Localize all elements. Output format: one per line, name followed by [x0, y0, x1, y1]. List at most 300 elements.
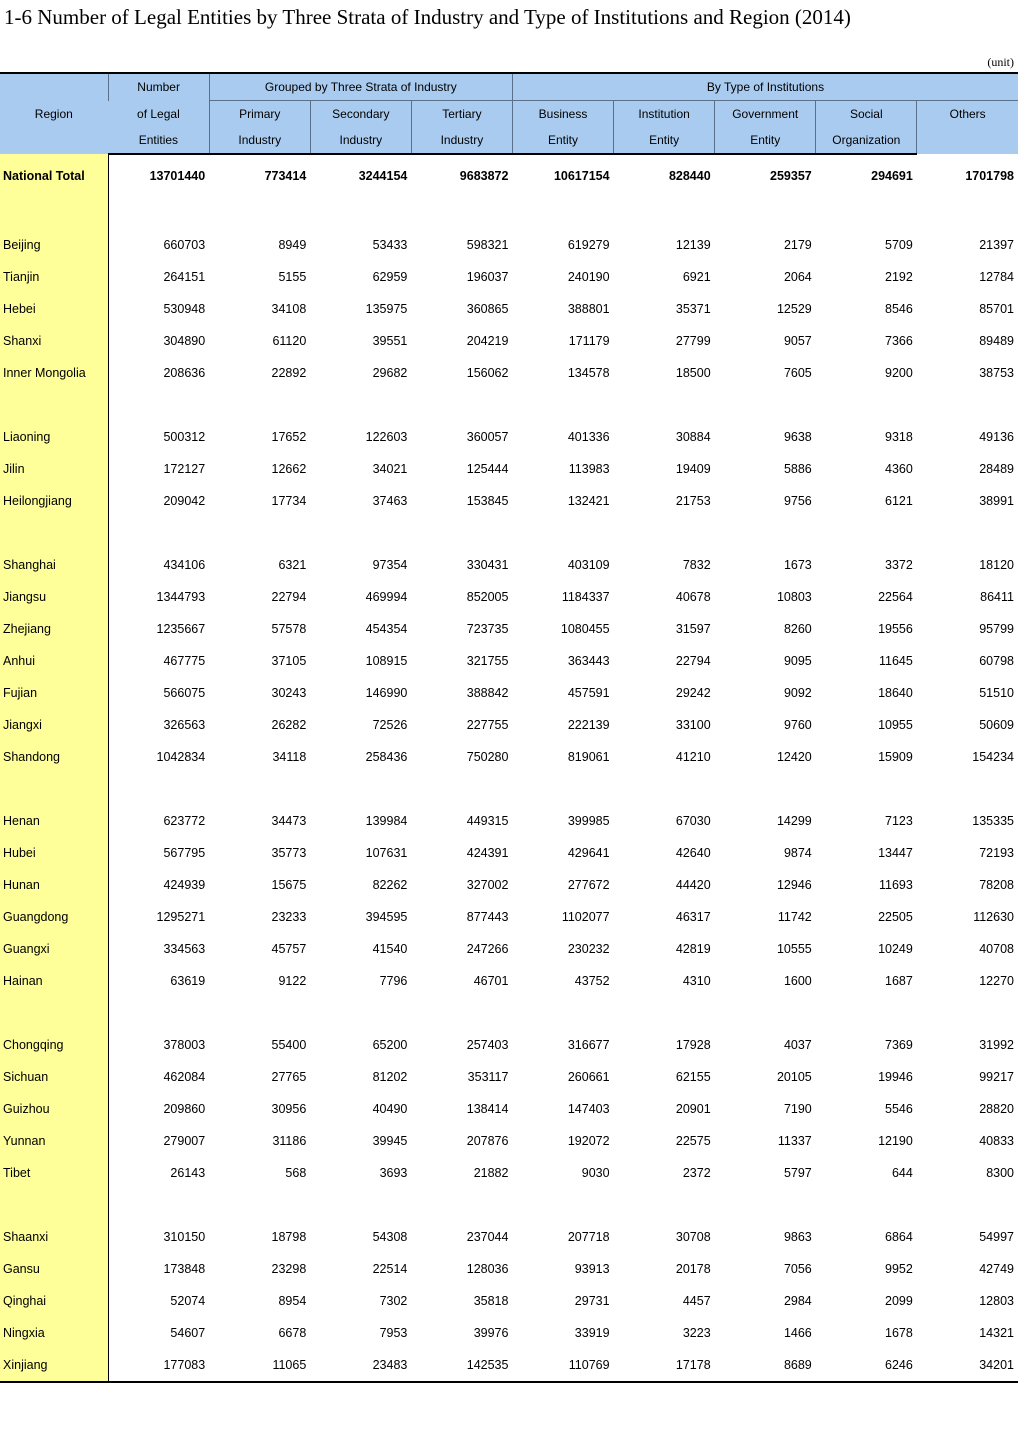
cell-business-entity: 207718	[567, 1230, 610, 1244]
cell-others: 135335	[972, 814, 1014, 828]
cell-social-organization: 5709	[885, 238, 913, 252]
table-row	[0, 933, 1018, 965]
cell-social-organization: 9200	[885, 366, 913, 380]
cell-others: 51510	[979, 686, 1014, 700]
cell-business-entity: 363443	[567, 654, 610, 668]
cell-institution-entity: 7832	[682, 558, 711, 572]
cell-government-entity: 1600	[783, 974, 812, 988]
cell-social-organization: 12190	[878, 1134, 913, 1148]
table-row	[0, 1285, 1018, 1317]
row-region: Anhui	[0, 645, 108, 677]
cell-number-of-legal-entities: 1235667	[156, 622, 206, 636]
header-secondary-line2: Industry	[310, 127, 411, 154]
header-primary-line1: Primary	[209, 101, 310, 128]
cell-government-entity: 1673	[783, 558, 812, 572]
cell-government-entity: 2179	[783, 238, 812, 252]
header-number-line3: Entities	[108, 127, 209, 154]
cell-secondary-industry: 82262	[372, 878, 408, 892]
spacer-cell	[108, 517, 1018, 549]
cell-social-organization: 644	[891, 1166, 913, 1180]
table-row	[0, 229, 1018, 261]
cell-business-entity: 33919	[574, 1326, 610, 1340]
cell-business-entity: 403109	[567, 558, 610, 572]
cell-secondary-industry: 7796	[379, 974, 408, 988]
cell-secondary-industry: 3693	[379, 1166, 408, 1180]
cell-others: 99217	[979, 1070, 1014, 1084]
cell-government-entity: 7190	[783, 1102, 812, 1116]
cell-tertiary-industry: 598321	[466, 238, 509, 252]
cell-primary-industry: 30243	[271, 686, 307, 700]
row-region: Hainan	[0, 965, 108, 997]
cell-others: 28489	[979, 462, 1014, 476]
header-others: Others	[917, 101, 1018, 155]
cell-number-of-legal-entities: 567795	[163, 846, 206, 860]
table-row	[0, 293, 1018, 325]
cell-secondary-industry: 62959	[372, 270, 408, 284]
cell-institution-entity: 828440	[668, 169, 711, 183]
cell-institution-entity: 35371	[675, 302, 711, 316]
cell-primary-industry: 57578	[271, 622, 307, 636]
row-region: Beijing	[0, 229, 108, 261]
cell-primary-industry: 18798	[271, 1230, 307, 1244]
row-region: Guangxi	[0, 933, 108, 965]
page-title: 1-6 Number of Legal Entities by Three Strata of Industry and Type of Institutions and Region (2014)	[4, 5, 851, 29]
row-region: Ningxia	[0, 1317, 108, 1349]
cell-secondary-industry: 40490	[372, 1102, 408, 1116]
table-row	[0, 645, 1018, 677]
cell-primary-industry: 26282	[271, 718, 307, 732]
cell-government-entity: 9874	[783, 846, 812, 860]
cell-tertiary-industry: 156062	[466, 366, 509, 380]
row-region: National Total	[0, 154, 108, 197]
cell-number-of-legal-entities: 1344793	[156, 590, 206, 604]
cell-number-of-legal-entities: 279007	[163, 1134, 206, 1148]
row-region: Hubei	[0, 837, 108, 869]
cell-primary-industry: 61120	[272, 334, 307, 348]
cell-number-of-legal-entities: 177083	[108, 1349, 209, 1382]
cell-social-organization: 7366	[885, 334, 913, 348]
cell-tertiary-industry: 877443	[466, 910, 509, 924]
cell-business-entity: 10617154	[553, 169, 610, 183]
cell-secondary-industry: 65200	[372, 1038, 408, 1052]
cell-others: 21397	[979, 238, 1014, 252]
cell-tertiary-industry: 204219	[466, 334, 509, 348]
cell-institution-entity: 29242	[675, 686, 711, 700]
header-tertiary-line1: Tertiary	[411, 101, 512, 128]
cell-tertiary-industry: 142535	[411, 1349, 512, 1382]
row-region: Xinjiang	[0, 1349, 108, 1382]
cell-secondary-industry: 7953	[379, 1326, 408, 1340]
row-region: Henan	[0, 805, 108, 837]
cell-social-organization: 5546	[885, 1102, 913, 1116]
cell-others: 112630	[973, 910, 1014, 924]
cell-others: 54997	[979, 1230, 1014, 1244]
cell-primary-industry: 55400	[271, 1038, 307, 1052]
cell-tertiary-industry: 449315	[466, 814, 509, 828]
cell-institution-entity: 4310	[682, 974, 711, 988]
cell-government-entity: 5797	[783, 1166, 812, 1180]
table-row	[0, 677, 1018, 709]
row-region: Shaanxi	[0, 1221, 108, 1253]
header-number-line2: of Legal	[108, 101, 209, 128]
cell-business-entity: 93913	[574, 1262, 610, 1276]
cell-government-entity: 9756	[783, 494, 812, 508]
cell-number-of-legal-entities: 209042	[163, 494, 206, 508]
row-region: Guizhou	[0, 1093, 108, 1125]
table-body	[0, 154, 1018, 1382]
table-row	[0, 1125, 1018, 1157]
cell-others: 34201	[917, 1349, 1018, 1382]
cell-secondary-industry: 72526	[372, 718, 408, 732]
cell-social-organization: 13447	[878, 846, 913, 860]
cell-others: 60798	[979, 654, 1014, 668]
row-region: Tianjin	[0, 261, 108, 293]
cell-others: 18120	[979, 558, 1014, 572]
spacer-cell	[108, 1189, 1018, 1221]
cell-government-entity: 4037	[783, 1038, 812, 1052]
cell-tertiary-industry: 207876	[466, 1134, 509, 1148]
row-region: Jiangsu	[0, 581, 108, 613]
row-region: Fujian	[0, 677, 108, 709]
cell-number-of-legal-entities: 660703	[163, 238, 206, 252]
row-region: Jiangxi	[0, 709, 108, 741]
cell-primary-industry: 6678	[278, 1326, 307, 1340]
table-row	[0, 741, 1018, 773]
table-row	[0, 965, 1018, 997]
cell-number-of-legal-entities: 63619	[170, 974, 206, 988]
cell-tertiary-industry: 424391	[466, 846, 509, 860]
cell-tertiary-industry: 153845	[466, 494, 509, 508]
cell-tertiary-industry: 138414	[466, 1102, 509, 1116]
header-secondary-line1: Secondary	[310, 101, 411, 128]
table-row	[0, 869, 1018, 901]
spacer-row	[0, 1189, 1018, 1221]
cell-business-entity: 1184337	[561, 590, 610, 604]
row-region: Sichuan	[0, 1061, 108, 1093]
spacer-cell	[108, 773, 1018, 805]
cell-institution-entity: 27799	[675, 334, 711, 348]
cell-tertiary-industry: 46701	[473, 974, 509, 988]
spacer-row	[0, 389, 1018, 421]
spacer-cell	[0, 773, 108, 805]
cell-business-entity: 171179	[568, 334, 610, 348]
cell-social-organization: 1678	[885, 1326, 913, 1340]
cell-institution-entity: 46317	[675, 910, 711, 924]
cell-others: 85701	[979, 302, 1014, 316]
cell-government-entity: 7605	[783, 366, 812, 380]
cell-institution-entity: 67030	[675, 814, 711, 828]
row-region: Shanghai	[0, 549, 108, 581]
cell-others: 40833	[979, 1134, 1014, 1148]
cell-social-organization: 294691	[871, 169, 913, 183]
row-region: Guangdong	[0, 901, 108, 933]
cell-business-entity: 29731	[574, 1294, 610, 1308]
table-row	[0, 901, 1018, 933]
cell-primary-industry: 35773	[271, 846, 307, 860]
header-business-line1: Business	[512, 101, 613, 128]
cell-secondary-industry: 39945	[372, 1134, 408, 1148]
cell-tertiary-industry: 257403	[466, 1038, 509, 1052]
table-row	[0, 325, 1018, 357]
cell-tertiary-industry: 196037	[466, 270, 509, 284]
cell-social-organization: 8546	[885, 302, 913, 316]
cell-social-organization: 9952	[885, 1262, 913, 1276]
cell-social-organization: 11693	[879, 878, 913, 892]
cell-secondary-industry: 146990	[365, 686, 408, 700]
cell-tertiary-industry: 330431	[466, 558, 509, 572]
cell-secondary-industry: 54308	[372, 1230, 408, 1244]
table-row	[0, 613, 1018, 645]
cell-government-entity: 2064	[783, 270, 812, 284]
cell-business-entity: 113983	[568, 462, 610, 476]
table-row	[0, 357, 1018, 389]
cell-government-entity: 10803	[776, 590, 812, 604]
cell-tertiary-industry: 327002	[466, 878, 509, 892]
table-row	[0, 1317, 1018, 1349]
cell-number-of-legal-entities: 566075	[163, 686, 206, 700]
cell-government-entity: 8260	[783, 622, 812, 636]
table-row	[0, 709, 1018, 741]
cell-primary-industry: 15675	[271, 878, 307, 892]
cell-primary-industry: 34473	[271, 814, 307, 828]
spacer-row	[0, 517, 1018, 549]
table-row	[0, 485, 1018, 517]
spacer-cell	[0, 517, 108, 549]
row-region: Shandong	[0, 741, 108, 773]
header-number-line1: Number	[108, 73, 209, 101]
table-row-national-total	[0, 154, 1018, 197]
cell-government-entity: 1466	[783, 1326, 812, 1340]
row-region: Hebei	[0, 293, 108, 325]
cell-institution-entity: 42819	[675, 942, 711, 956]
cell-tertiary-industry: 353117	[467, 1070, 509, 1084]
cell-others: 12784	[979, 270, 1014, 284]
cell-government-entity: 14299	[776, 814, 812, 828]
cell-others: 38753	[979, 366, 1014, 380]
cell-secondary-industry: 108915	[365, 654, 408, 668]
cell-institution-entity: 41210	[675, 750, 711, 764]
table-row	[0, 1253, 1018, 1285]
cell-others: 78208	[979, 878, 1014, 892]
cell-business-entity: 1102077	[561, 910, 610, 924]
cell-others: 72193	[979, 846, 1014, 860]
cell-number-of-legal-entities: 623772	[163, 814, 206, 828]
cell-institution-entity: 22575	[675, 1134, 711, 1148]
cell-others: 38991	[979, 494, 1014, 508]
cell-government-entity: 9092	[783, 686, 812, 700]
cell-institution-entity: 30884	[675, 430, 711, 444]
cell-number-of-legal-entities: 1042834	[156, 750, 206, 764]
cell-tertiary-industry: 852005	[466, 590, 509, 604]
cell-social-organization: 18640	[878, 686, 913, 700]
cell-business-entity: 43752	[574, 974, 610, 988]
table-row	[0, 1349, 1018, 1382]
cell-number-of-legal-entities: 326563	[163, 718, 206, 732]
cell-social-organization: 2192	[885, 270, 913, 284]
table-row	[0, 805, 1018, 837]
table-row	[0, 453, 1018, 485]
header-tertiary-line2: Industry	[411, 127, 512, 154]
header-social-line1: Social	[816, 101, 917, 128]
spacer-cell	[0, 997, 108, 1029]
cell-institution-entity: 20178	[675, 1262, 711, 1276]
cell-secondary-industry: 39551	[372, 334, 408, 348]
cell-institution-entity: 17928	[675, 1038, 711, 1052]
row-region: Liaoning	[0, 421, 108, 453]
table-row	[0, 1157, 1018, 1189]
row-region: Gansu	[0, 1253, 108, 1285]
cell-government-entity: 12529	[776, 302, 812, 316]
cell-business-entity: 457591	[567, 686, 610, 700]
spacer-cell	[108, 197, 1018, 229]
cell-tertiary-industry: 35818	[473, 1294, 509, 1308]
cell-social-organization: 7123	[885, 814, 913, 828]
cell-social-organization: 19946	[878, 1070, 913, 1084]
cell-secondary-industry: 22514	[372, 1262, 408, 1276]
cell-business-entity: 260661	[567, 1070, 610, 1084]
cell-number-of-legal-entities: 13701440	[149, 169, 206, 183]
cell-social-organization: 19556	[878, 622, 913, 636]
spacer-cell	[0, 1189, 108, 1221]
cell-business-entity: 619279	[567, 238, 610, 252]
table-row	[0, 421, 1018, 453]
cell-tertiary-industry: 247266	[466, 942, 509, 956]
cell-social-organization: 9318	[885, 430, 913, 444]
cell-number-of-legal-entities: 467775	[163, 654, 206, 668]
cell-number-of-legal-entities: 334563	[163, 942, 206, 956]
cell-tertiary-industry: 39976	[473, 1326, 509, 1340]
cell-primary-industry: 8954	[278, 1294, 307, 1308]
cell-primary-industry: 27765	[271, 1070, 307, 1084]
cell-number-of-legal-entities: 208636	[163, 366, 206, 380]
cell-social-organization: 10955	[878, 718, 913, 732]
table-row	[0, 549, 1018, 581]
cell-government-entity: 12420	[776, 750, 812, 764]
cell-primary-industry: 12662	[271, 462, 307, 476]
row-region: Inner Mongolia	[0, 357, 108, 389]
cell-social-organization: 10249	[878, 942, 913, 956]
row-region: Zhejiang	[0, 613, 108, 645]
cell-secondary-industry: 53433	[372, 238, 408, 252]
cell-business-entity: 132421	[567, 494, 610, 508]
cell-social-organization: 1687	[885, 974, 913, 988]
cell-business-entity: 401336	[567, 430, 610, 444]
cell-social-organization: 6121	[885, 494, 913, 508]
cell-business-entity: 147403	[567, 1102, 610, 1116]
cell-business-entity: 9030	[581, 1166, 610, 1180]
cell-tertiary-industry: 237044	[466, 1230, 509, 1244]
cell-others: 31992	[979, 1038, 1014, 1052]
cell-institution-entity: 4457	[682, 1294, 711, 1308]
cell-number-of-legal-entities: 434106	[163, 558, 206, 572]
cell-secondary-industry: 37463	[372, 494, 408, 508]
cell-others: 89489	[979, 334, 1014, 348]
cell-primary-industry: 5155	[278, 270, 307, 284]
cell-secondary-industry: 29682	[372, 366, 408, 380]
cell-social-organization: 6246	[816, 1349, 917, 1382]
header-region: Region	[0, 73, 108, 154]
cell-institution-entity: 17178	[614, 1349, 715, 1382]
cell-primary-industry: 22794	[271, 590, 307, 604]
cell-institution-entity: 62155	[675, 1070, 711, 1084]
cell-government-entity: 9760	[783, 718, 812, 732]
cell-business-entity: 388801	[567, 302, 610, 316]
table-row	[0, 837, 1018, 869]
cell-social-organization: 2099	[885, 1294, 913, 1308]
row-region: Yunnan	[0, 1125, 108, 1157]
cell-tertiary-industry: 723735	[466, 622, 509, 636]
row-region: Qinghai	[0, 1285, 108, 1317]
cell-secondary-industry: 469994	[365, 590, 408, 604]
cell-institution-entity: 6921	[682, 270, 711, 284]
row-region: Tibet	[0, 1157, 108, 1189]
cell-others: 28820	[979, 1102, 1014, 1116]
cell-primary-industry: 11065	[209, 1349, 310, 1382]
cell-secondary-industry: 107631	[365, 846, 408, 860]
cell-government-entity: 259357	[770, 169, 812, 183]
cell-secondary-industry: 7302	[379, 1294, 408, 1308]
cell-social-organization: 6864	[885, 1230, 913, 1244]
cell-others: 42749	[979, 1262, 1014, 1276]
header-government-line1: Government	[715, 101, 816, 128]
cell-business-entity: 429641	[567, 846, 610, 860]
table-row	[0, 581, 1018, 613]
table-row	[0, 261, 1018, 293]
spacer-cell	[0, 389, 108, 421]
cell-number-of-legal-entities: 54607	[170, 1326, 206, 1340]
cell-number-of-legal-entities: 424939	[163, 878, 206, 892]
cell-number-of-legal-entities: 378003	[163, 1038, 206, 1052]
header-institution-line2: Entity	[614, 127, 715, 154]
cell-institution-entity: 22794	[675, 654, 711, 668]
unit-label: (unit)	[987, 55, 1014, 69]
cell-institution-entity: 12139	[675, 238, 711, 252]
cell-primary-industry: 34108	[271, 302, 307, 316]
cell-government-entity: 7056	[783, 1262, 812, 1276]
cell-government-entity: 9057	[783, 334, 812, 348]
cell-secondary-industry: 122603	[365, 430, 408, 444]
cell-business-entity: 399985	[567, 814, 610, 828]
cell-government-entity: 12946	[776, 878, 812, 892]
cell-primary-industry: 8949	[278, 238, 307, 252]
cell-primary-industry: 37105	[271, 654, 307, 668]
header-business-line2: Entity	[512, 127, 613, 154]
cell-secondary-industry: 97354	[372, 558, 408, 572]
cell-secondary-industry: 394595	[365, 910, 408, 924]
cell-government-entity: 9638	[783, 430, 812, 444]
table-header	[0, 73, 1018, 154]
row-region: Jilin	[0, 453, 108, 485]
cell-primary-industry: 9122	[278, 974, 307, 988]
cell-business-entity: 277672	[567, 878, 610, 892]
header-group-institutions: By Type of Institutions	[512, 73, 1018, 101]
cell-primary-industry: 17652	[271, 430, 307, 444]
spacer-row	[0, 773, 1018, 805]
cell-government-entity: 9095	[783, 654, 812, 668]
cell-primary-industry: 34118	[272, 750, 307, 764]
cell-social-organization: 15909	[878, 750, 913, 764]
cell-government-entity: 2984	[783, 1294, 812, 1308]
cell-government-entity: 9863	[783, 1230, 812, 1244]
cell-institution-entity: 42640	[675, 846, 711, 860]
row-region: Chongqing	[0, 1029, 108, 1061]
cell-social-organization: 4360	[885, 462, 913, 476]
header-institution-line1: Institution	[614, 101, 715, 128]
cell-government-entity: 20105	[776, 1070, 812, 1084]
cell-secondary-industry: 258436	[365, 750, 408, 764]
cell-secondary-industry: 23483	[310, 1349, 411, 1382]
cell-primary-industry: 23298	[271, 1262, 307, 1276]
